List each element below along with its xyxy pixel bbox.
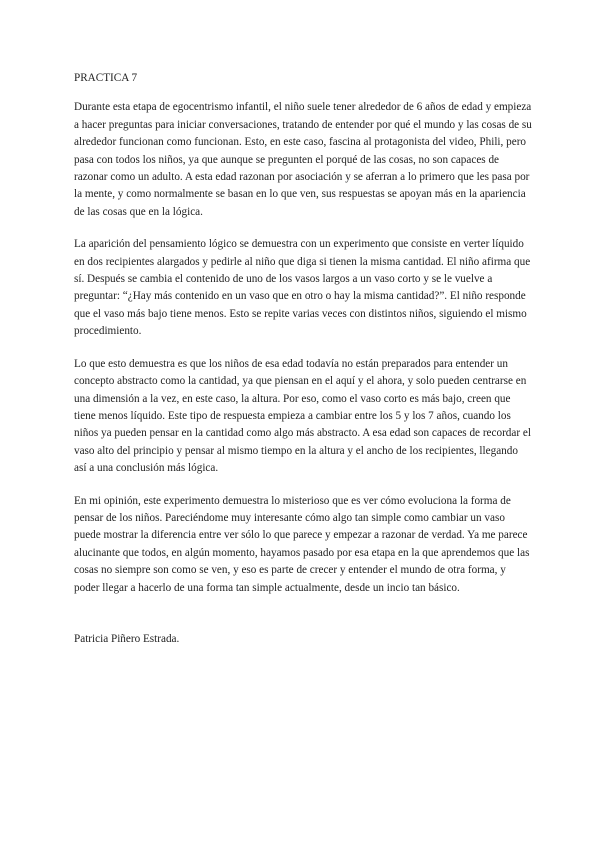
author-signature: Patricia Piñero Estrada. <box>74 632 180 645</box>
paragraph-3: Lo que esto demuestra es que los niños de esa edad todavía no están preparados para entender un concepto abstracto como la cantidad, ya que piensan en el aquí y el ahora, y solo pueden centrarse en una dimensión a la vez, en este caso, la altura. Por eso, como el vaso corto es más bajo, creen que tiene menos líquido. Este tipo de respuesta empieza a cambiar entre los 5 y los 7 años, cuando los niños ya pueden pensar en la cantidad como algo más abstracto. A esa edad son capaces de recordar el vaso alto del principio y pensar al mismo tiempo en la altura y el ancho de los recipientes, llegando así a una conclusión más lógica. <box>74 357 531 475</box>
document-body <box>74 70 532 660</box>
paragraph-1: Durante esta etapa de egocentrismo infantil, el niño suele tener alrededor de 6 años de edad y empieza a hacer preguntas para iniciar conversaciones, tratando de entender por qué el mundo y las cosas de su alrededor funcionan como funcionan. Esto, en este caso, fascina al protagonista del video, Phili, pero pasa con todos los niños, ya que aunque se pregunten el porqué de las cosas, no son capaces de razonar como un adulto. A esta edad razonan por asociación y se aferran a lo primero que les pasa por la mente, y como normalmente se basan en lo que ven, sus respuestas se apoyan más en la apariencia de las cosas que en la lógica. <box>74 101 532 218</box>
paragraph-2: La aparición del pensamiento lógico se demuestra con un experimento que consiste en verter líquido en dos recipientes alargados y pedirle al niño que diga si tienen la misma cantidad. El niño afirma que sí. Después se cambia el contenido de uno de los vasos largos a un vaso corto y se le vuelve a preguntar: “¿Hay más contenido en un vaso que en otro o hay la misma cantidad?”. El niño responde que el vaso más bajo tiene menos. Esto se repite varias veces con distintos niños, siguiendo el mismo procedimiento. <box>74 238 531 338</box>
paragraph-4: En mi opinión, este experimento demuestra lo misterioso que es ver cómo evoluciona la forma de pensar de los niños. Pareciéndome muy interesante cómo algo tan simple como cambiar un vaso puede mostrar la diferencia entre ver sólo lo que parece y empezar a razonar de verdad. Ya me parece alucinante que todos, en algún momento, hayamos pasado por esa etapa en la que aprendemos que las cosas no siempre son como se ven, y eso es parte de crecer y entender el mundo de otra forma, y poder llegar a hacerlo de una forma tan simple actualmente, desde un incio tan básico. <box>74 494 530 594</box>
document-title: PRACTICA 7 <box>74 72 138 84</box>
